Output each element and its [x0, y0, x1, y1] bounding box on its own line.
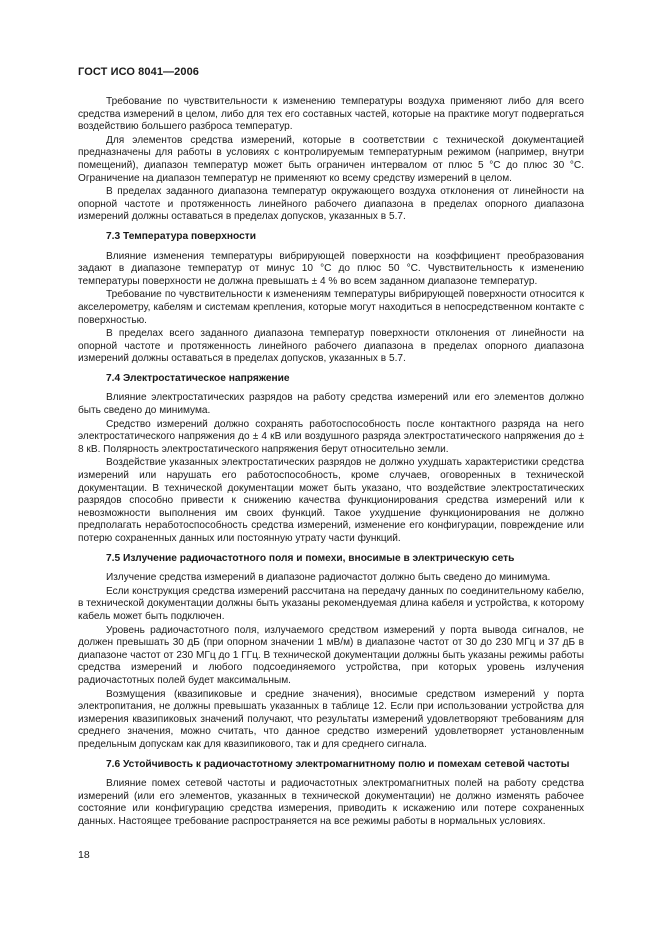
paragraph: Требование по чувствительности к изменениям температуры вибрирующей поверхности относится к акселерометру, кабелям и системам крепления, которые могут находиться в непосредственном контакте с поверхностью. — [78, 289, 584, 326]
page-number: 18 — [78, 849, 90, 861]
paragraph: Средство измерений должно сохранять работоспособность после контактного разряда на него электростатического напряжения до ± 4 кВ или воздушного разряда электростатического напряжения до ± 8 кВ. Полярность электростатического напряжения берут относительно земли. — [78, 418, 584, 455]
paragraph: Требование по чувствительности к изменению температуры воздуха применяют либо для всего средства измерений в целом, либо для тех его составных частей, которые на практике могут подвергаться воздействию большего разброса температур. — [78, 96, 584, 133]
paragraph: Излучение средства измерений в диапазоне радиочастот должно быть сведено до минимума. — [106, 572, 551, 584]
document-header: ГОСТ ИСО 8041—2006 — [78, 66, 200, 78]
section-heading-7-3: 7.3 Температура поверхности — [106, 230, 257, 242]
paragraph: Воздействие указанных электростатических разрядов не должно ухудшать характеристики средства измерений или нарушать его работоспособность, кроме случаев, оговоренных в технической документации. В технической документации может быть указано, что воздействие электростатических разрядов способно привести к снижению качества функционирования средства измерений или к невозможности выполнения им своих функций. Такое ухудшение функционирования не должно предполагать неработоспособность средства измерений, изменение его конфигурации, повреждение или потерю сохраненных данных или постоянную утрату части функций. — [78, 457, 584, 544]
paragraph: В пределах заданного диапазона температур окружающего воздуха отклонения от линейности на опорной частоте и протяженность линейного рабочего диапазона в пределах опорного диапазона измерений должны оставаться в пределах допусков, указанных в 5.7. — [78, 186, 584, 223]
section-heading-7-4: 7.4 Электростатическое напряжение — [106, 372, 290, 384]
paragraph: Возмущения (квазипиковые и средние значения), вносимые средством измерений у порта электропитания, не должны превышать указанных в таблице 12. Если при использовании устройства для измерения квазипиковых значений получают, что результаты измерений удовлетворяют требованиям для среднего значения, можно считать, что данное средство измерений удовлетворяет установленным предельным допускам как для квазипикового, так и для среднего сигнала. — [78, 688, 584, 750]
paragraph: Влияние электростатических разрядов на работу средства измерений или его элементов должно быть сведено до минимума. — [78, 392, 584, 417]
paragraph: Влияние помех сетевой частоты и радиочастотных электромагнитных полей на работу средства измерений (или его элементов, указанных в технической документации) не должно изменять рабочее состояние или конфигурацию средства измерения, приводить к искажению или потере сохраненных данных. Настоящее требование распространяется на все режимы работы в нормальных условиях. — [78, 778, 584, 827]
paragraph: Если конструкция средства измерений рассчитана на передачу данных по соединительному кабелю, в технической документации должны быть указаны рекомендуемая длина кабеля и устройства, к которому кабель может быть подключен. — [78, 585, 584, 622]
paragraph: В пределах всего заданного диапазона температур поверхности отклонения от линейности на опорной частоте и протяженность линейного рабочего диапазона в пределах опорного диапазона измерений должны оставаться в пределах допусков, указанных в 5.7. — [78, 328, 584, 365]
paragraph: Уровень радиочастотного поля, излучаемого средством измерений у порта вывода сигналов, не должен превышать 30 дБ (при опорном значении 1 мВ/м) в диапазоне частот от 30 до 230 МГц и 37 дБ в диапазоне частот от 230 МГц до 1 ГГц. В технической документации должны быть указаны режимы работы средства измерений и любого подсоединяемого устройства, при которых уровень излучения радиочастотных полей будет максимальным. — [78, 624, 584, 686]
paragraph: Для элементов средства измерений, которые в соответствии с технической документацией предназначены для работы в условиях с контролируемым температурным режимом (например, внутри помещений), диапазон температур может быть ограничен интервалом от плюс 5 °С до плюс 30 °С. Ограничение на диапазон температур не применяют ко всему средству измерений в целом. — [78, 134, 584, 184]
document-body — [78, 96, 584, 829]
section-heading-7-6: 7.6 Устойчивость к радиочастотному электромагнитному полю и помехам сетевой частоты — [106, 758, 570, 770]
paragraph: Влияние изменения температуры вибрирующей поверхности на коэффициент преобразования задают в диапазоне температур от минус 10 °С до плюс 50 °С. Чувствительность к изменению температуры поверхности не должна превышать ± 4 % во всем заданном диапазоне температур. — [78, 250, 584, 287]
section-heading-7-5: 7.5 Излучение радиочастотного поля и помехи, вносимые в электрическую сеть — [106, 552, 515, 564]
